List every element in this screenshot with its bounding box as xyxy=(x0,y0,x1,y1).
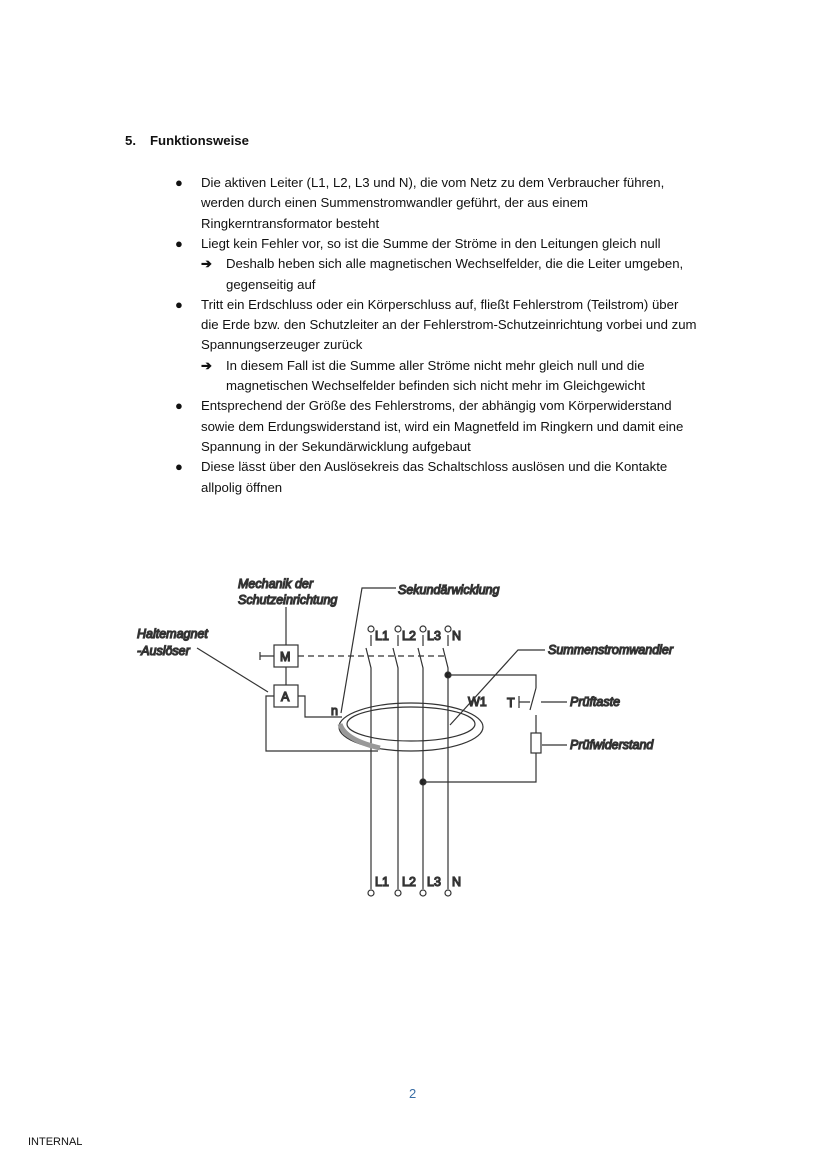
label-summenstromwandler: Summenstromwandler xyxy=(548,643,674,657)
leader-summenstromwandler xyxy=(450,650,545,725)
label-mechanik-2: Schutzeinrichtung xyxy=(238,593,338,607)
a-label: A xyxy=(281,690,290,704)
section-number: 5. xyxy=(125,133,136,148)
sub-point-text-line: In diesem Fall ist die Summe aller Ströme nicht mehr gleich null und die xyxy=(226,357,645,373)
top-label-n: N xyxy=(452,629,462,643)
m-tick xyxy=(260,652,274,660)
arrow-icon: ➔ xyxy=(201,256,212,272)
bullet-icon: ● xyxy=(175,235,183,251)
bullet-text-line: Diese lässt über den Auslösekreis das Schaltschloss auslösen und die Kontakte xyxy=(201,459,668,475)
test-button-symbol[interactable] xyxy=(519,696,530,708)
top-label-l3: L3 xyxy=(427,629,441,643)
top-label-l2: L2 xyxy=(402,629,416,643)
bullet-text-line: Tritt ein Erdschluss oder ein Körperschluss auf, fließt Fehlerstrom (Teilstrom) über xyxy=(201,296,679,312)
bullet-text-line: Spannung in der Sekundärwicklung aufgebaut xyxy=(201,438,471,454)
m-label: M xyxy=(280,650,291,664)
label-pruefwiderstand: Prüfwiderstand xyxy=(570,738,654,752)
conductors xyxy=(366,626,451,896)
footer-classification: INTERNAL xyxy=(28,1136,83,1148)
ring-core xyxy=(339,703,483,751)
bottom-label-l1: L1 xyxy=(375,875,389,889)
bullet-text-line: werden durch einen Summenstromwandler geführt, der aus einem xyxy=(201,195,589,211)
bullet-text-line: die Erde bzw. den Schutzleiter an der Fehlerstrom-Schutzeinrichtung vorbei und zum xyxy=(201,317,697,333)
bullet-text-line: Spannungserzeuger zurück xyxy=(201,337,363,353)
page-number: 2 xyxy=(409,1086,417,1101)
bottom-label-l2: L2 xyxy=(402,875,416,889)
n-label: n xyxy=(331,704,338,718)
top-label-l1: L1 xyxy=(375,629,389,643)
bullet-icon: ● xyxy=(175,459,183,475)
label-haltemagnet-2: -Auslöser xyxy=(137,644,190,658)
bullet-icon: ● xyxy=(175,296,183,312)
arrow-icon: ➔ xyxy=(201,357,212,373)
bullet-icon: ● xyxy=(175,398,183,414)
leader-haltemagnet xyxy=(197,648,268,692)
bottom-label-l3: L3 xyxy=(427,875,441,889)
bottom-label-n: N xyxy=(452,875,462,889)
section-title: Funktionsweise xyxy=(150,133,249,148)
w1-label: W1 xyxy=(468,695,487,709)
test-circuit xyxy=(423,675,536,782)
test-resistor xyxy=(531,733,541,753)
bullet-icon: ● xyxy=(175,175,183,190)
bullet-text-line: Liegt kein Fehler vor, so ist die Summe der Ströme in den Leitungen gleich null xyxy=(201,235,661,251)
t-label: T xyxy=(507,696,515,710)
label-mechanik-1: Mechanik der xyxy=(238,577,314,591)
sub-point-text-line: Deshalb heben sich alle magnetischen Wechselfelder, die die Leiter umgeben, xyxy=(226,256,684,272)
sub-point-text-line: magnetischen Wechselfelder befinden sich nicht mehr im Gleichgewicht xyxy=(226,378,646,393)
bullet-text-line: Entsprechend der Größe des Fehlerstroms, der abhängig vom Körperwiderstand xyxy=(201,398,672,414)
label-haltemagnet-1: Haltemagnet xyxy=(137,627,208,641)
bullet-text-line: sowie dem Erdungswiderstand ist, wird ein Magnetfeld im Ringkern und damit eine xyxy=(201,418,684,434)
label-sekundaerwicklung: Sekundärwicklung xyxy=(398,583,500,597)
bullet-text-line: allpolig öffnen xyxy=(201,479,283,495)
label-prueftaste: Prüftaste xyxy=(570,695,621,709)
leader-sekundaer xyxy=(341,588,396,713)
bullet-text-line: Die aktiven Leiter (L1, L2, L3 und N), die vom Netz zu dem Verbraucher führen, xyxy=(201,175,665,190)
sub-point-text-line: gegenseitig auf xyxy=(226,276,316,292)
bullet-text-line: Ringkerntransformator besteht xyxy=(201,215,380,231)
